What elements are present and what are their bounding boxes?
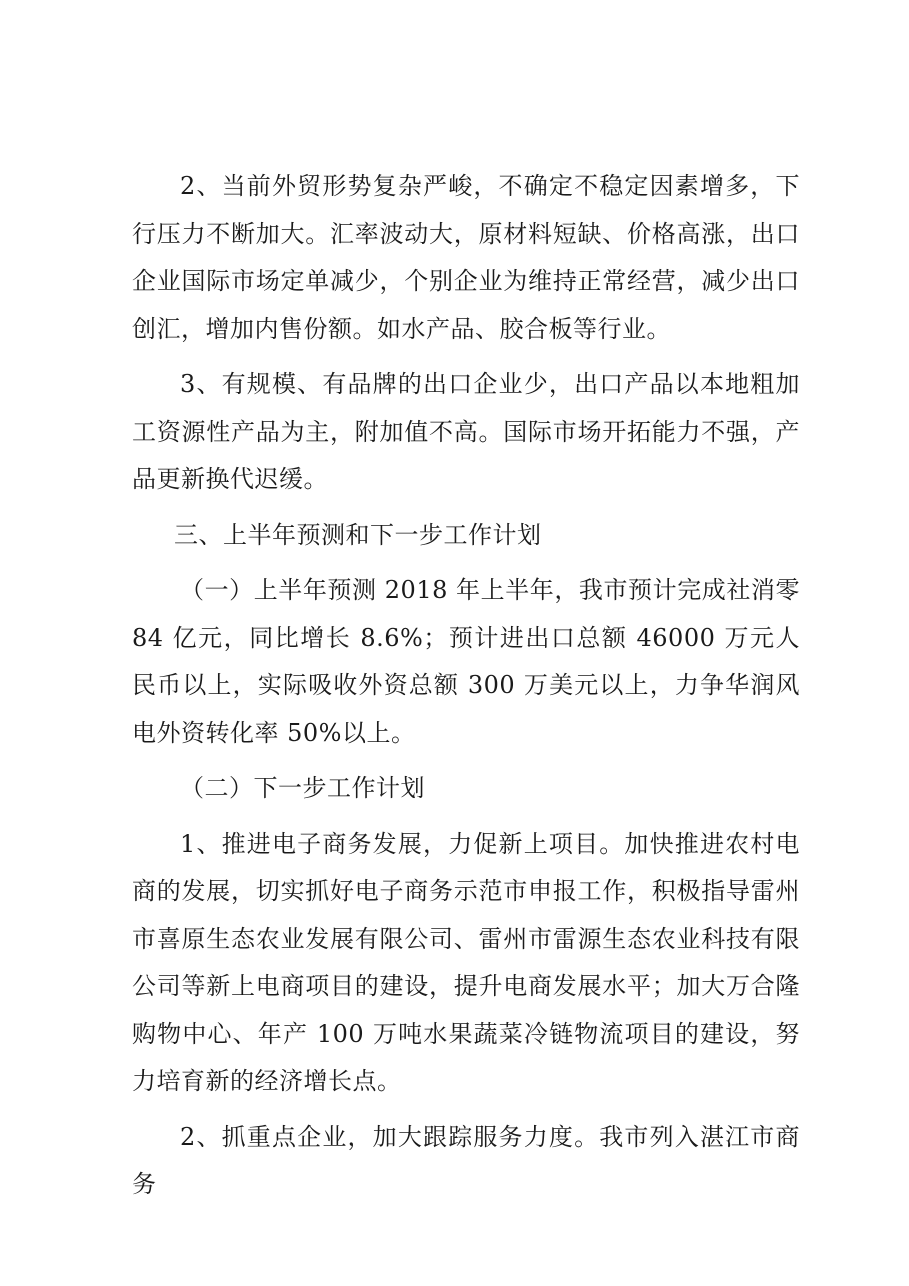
subheading-next-step-plan: （二）下一步工作计划 [180, 774, 425, 802]
paragraph-export-enterprises: 3、有规模、有品牌的出口企业少，出口产品以本地粗加工资源性产品为主，附加值不高。国际市场开拓能力不强，产品更新换代迟缓。 [132, 370, 800, 493]
paragraph-half-year-forecast: （一）上半年预测 2018 年上半年，我市预计完成社消零 84 亿元，同比增长 8.6%；预计进出口总额 46000 万元人民币以上，实际吸收外资总额 300 万美元以上，力争华润风电外资转化率 50%以上。 [132, 576, 800, 747]
paragraph-foreign-trade-pressure: 2、当前外贸形势复杂严峻，不确定不稳定因素增多，下行压力不断加大。汇率波动大，原材料短缺、价格高涨，出口企业国际市场定单减少，个别企业为维持正常经营，减少出口创汇，增加内售份额。如水产品、胶合板等行业。 [132, 172, 800, 343]
section-heading-forecast-plan: 三、上半年预测和下一步工作计划 [174, 520, 542, 549]
document-body [132, 163, 800, 1217]
paragraph-key-enterprises: 2、抓重点企业，加大跟踪服务力度。我市列入湛江市商务 [132, 1122, 800, 1198]
paragraph-ecommerce: 1、推进电子商务发展，力促新上项目。加快推进农村电商的发展，切实抓好电子商务示范市申报工作，积极指导雷州市喜原生态农业发展有限公司、雷州市雷源生态农业科技有限公司等新上电商项目的建设，提升电商发展水平；加大万合隆购物中心、年产 100 万吨水果蔬菜冷链物流项目的建设，努力培育新的经济增长点。 [132, 829, 800, 1095]
